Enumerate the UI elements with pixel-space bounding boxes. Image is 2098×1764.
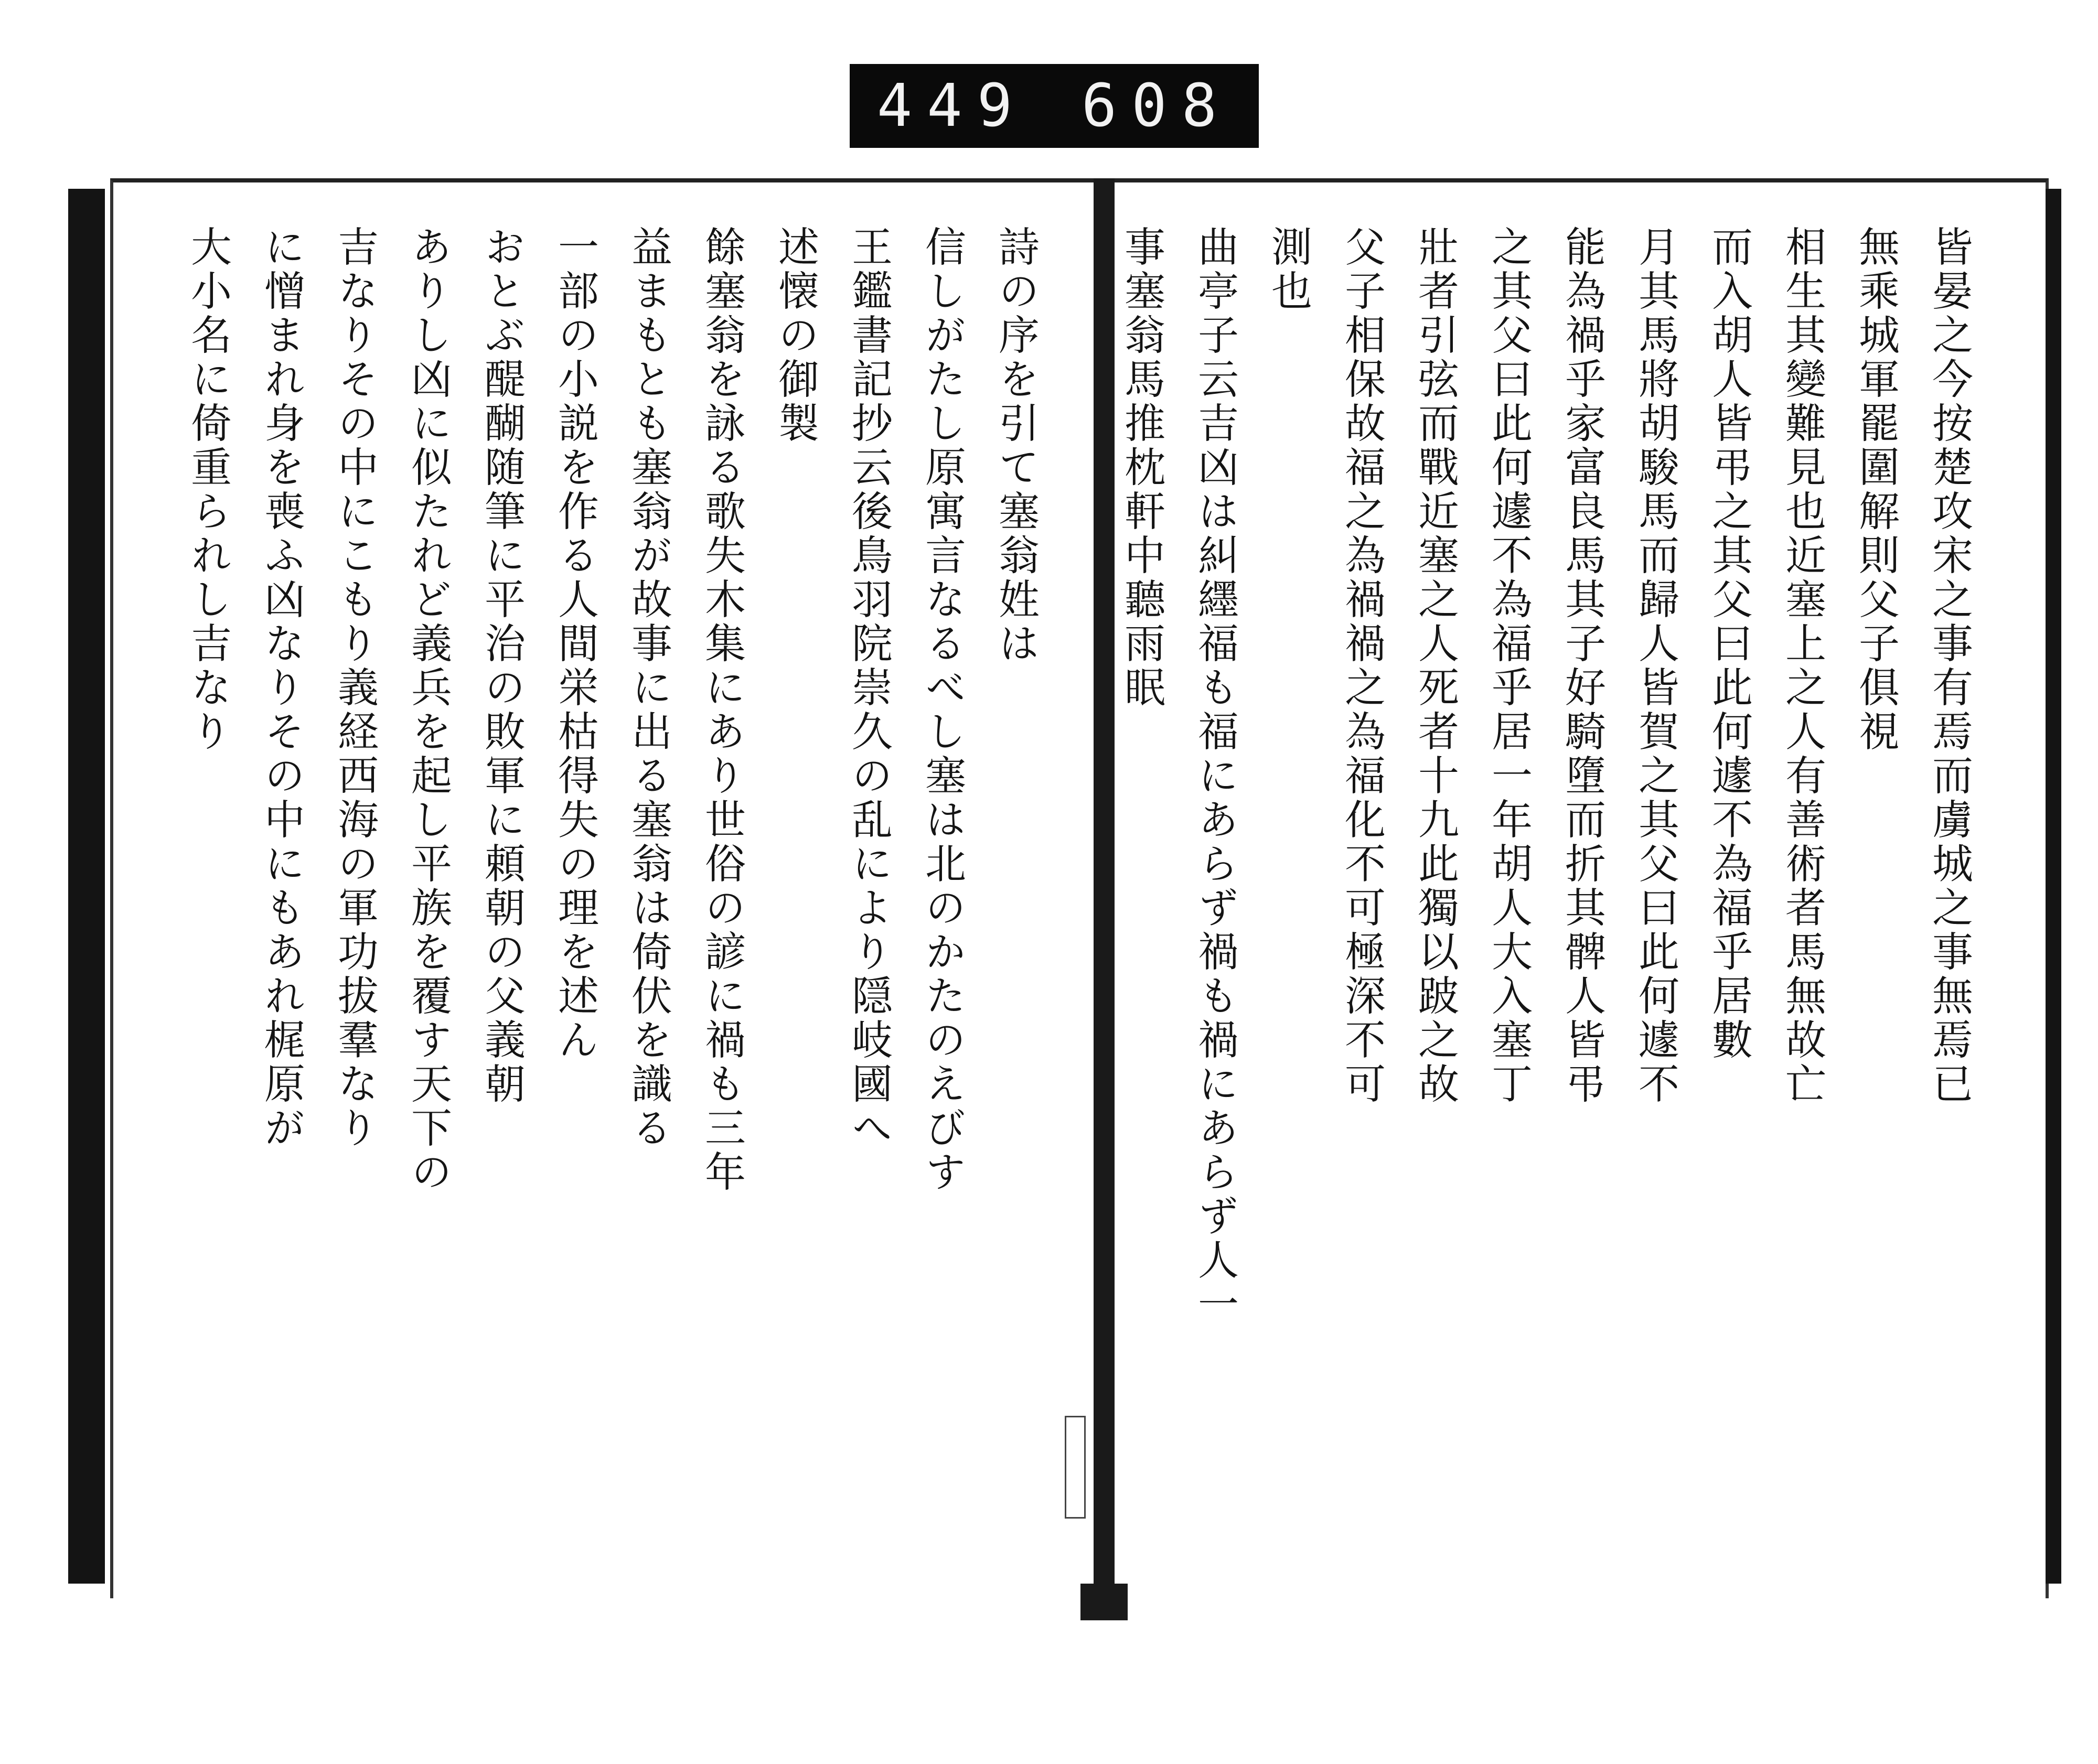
text-column: 父子相保故福之為禍禍之為福化不可極深不可 <box>1338 225 1385 1106</box>
label-right-number: 608 <box>1081 72 1232 140</box>
text-column: 測也 <box>1265 225 1312 314</box>
right-cover-edge <box>2046 189 2061 1584</box>
text-column: 益まもとも塞翁が故事に出る塞翁は倚伏を識る <box>625 225 672 1150</box>
text-column: 曲亭子云吉凶は糾纆福も福にあらず禍も禍にあらず人一 <box>1191 225 1238 1327</box>
text-column: 之其父曰此何遽不為福乎居一年胡人大入塞丁 <box>1485 225 1532 1106</box>
text-column: 月其馬將胡駿馬而歸人皆賀之其父曰此何遽不 <box>1632 225 1679 1106</box>
text-column: 餘塞翁を詠る歌失木集にあり世俗の諺に禍も三年 <box>698 225 745 1195</box>
label-left-number: 449 <box>876 72 1027 140</box>
text-column: 信しがたし原寓言なるべし塞は北のかたのえびす <box>918 225 966 1195</box>
text-column: 皆晏之今按楚攻宋之事有焉而虜城之事無焉已 <box>1925 225 1973 1106</box>
text-column: 壯者引弦而戰近塞之人死者十九此獨以跛之故 <box>1411 225 1459 1106</box>
text-column: 吉なりその中にこもり義経西海の軍功拔羣なり <box>331 225 378 1150</box>
text-column: に憎まれ身を喪ふ凶なりその中にもあれ梶原が <box>258 225 305 1150</box>
binding-stamp <box>1065 1416 1086 1519</box>
text-column: 一部の小説を作る人間栄枯得失の理を述ん <box>551 225 598 1062</box>
right-page-text <box>1107 225 1988 1547</box>
text-column: 述懐の御製 <box>772 225 819 446</box>
text-column: 能為禍乎家富良馬其子好騎墮而折其髀人皆弔 <box>1558 225 1605 1106</box>
text-column: 相生其變難見也近塞上之人有善術者馬無故亡 <box>1779 225 1826 1106</box>
text-column: 事塞翁馬推枕軒中聽雨眠 <box>1118 225 1165 710</box>
left-page-text <box>173 225 1054 1547</box>
text-column: 無乘城軍罷圍解則父子俱視 <box>1852 225 1899 754</box>
spine-foot <box>1080 1584 1128 1620</box>
text-column: 大小名に倚重られし吉なり <box>184 225 231 754</box>
text-column: 而入胡人皆弔之其父曰此何遽不為福乎居數 <box>1705 225 1752 1062</box>
left-cover-edge <box>68 189 105 1584</box>
text-column: おとぶ醍醐随筆に平治の敗軍に頼朝の父義朝 <box>478 225 525 1106</box>
text-column: 詩の序を引て塞翁姓は <box>992 225 1039 666</box>
text-column: 王鑑書記抄云後鳥羽院崇久の乱により隠岐國へ <box>845 225 892 1150</box>
text-column: ありし凶に似たれど義兵を起し平族を覆す天下の <box>404 225 452 1195</box>
collection-label <box>850 64 1259 148</box>
